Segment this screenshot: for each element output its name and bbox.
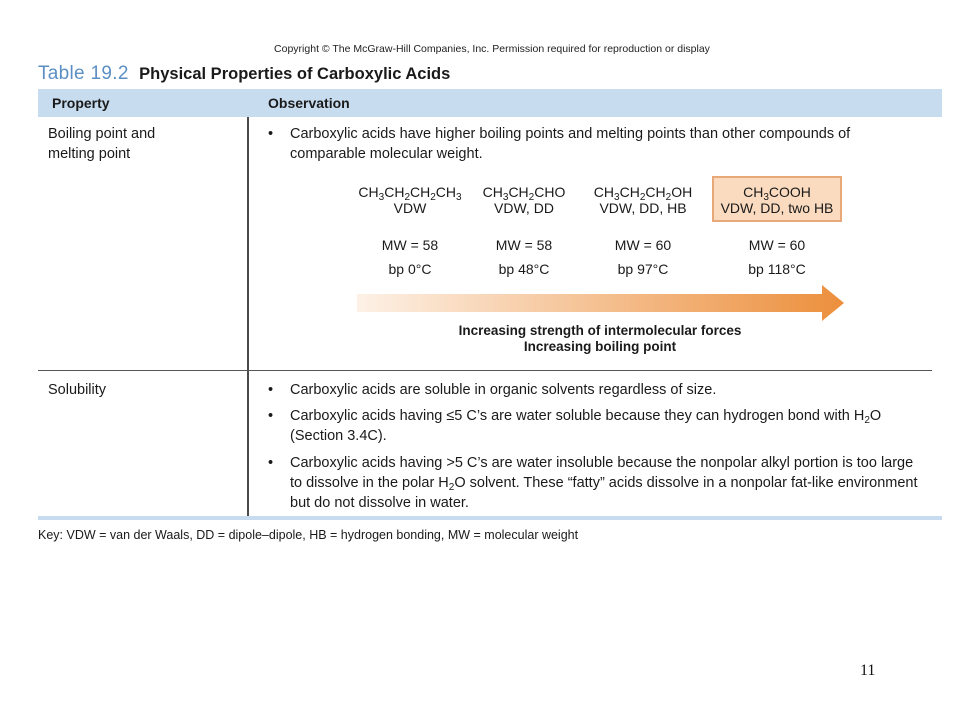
bullet-text: Carboxylic acids having ≤5 C’s are water soluble because they can hydrogen bond with $H_2O$ (Section 3.4C). bbox=[290, 408, 882, 444]
forces-label: VDW, DD, HB bbox=[599, 200, 687, 216]
mw-propanol: MW = 60 bbox=[614, 237, 672, 253]
property-boiling-point: Boiling point and melting point bbox=[48, 126, 156, 162]
table-header bbox=[38, 89, 942, 117]
mw-acetic-acid: MW = 60 bbox=[748, 237, 806, 253]
mw-butane: MW = 58 bbox=[381, 237, 439, 253]
bullet-marker: • bbox=[268, 455, 274, 471]
compound-propanal bbox=[468, 184, 580, 216]
header-property: Property bbox=[52, 95, 110, 111]
bullet-text: Carboxylic acids have higher boiling points and melting points than other compounds of comparable molecular weight. bbox=[290, 126, 851, 162]
table-title bbox=[38, 63, 450, 85]
formula: $CH_3CH_2CHO$ bbox=[482, 184, 566, 203]
compound-acetic-acid bbox=[712, 184, 842, 216]
bp-butane: bp 0°C bbox=[388, 261, 432, 277]
increasing-arrow bbox=[357, 285, 844, 321]
formula: $CH_3CH_2CH_2CH_3$ bbox=[358, 184, 462, 203]
bullet-marker: • bbox=[268, 382, 274, 398]
bp-propanol: bp 97°C bbox=[617, 261, 669, 277]
bullet-marker: • bbox=[268, 126, 274, 142]
table-key: Key: VDW = van der Waals, DD = dipole–dipole, HB = hydrogen bonding, MW = molecular weight bbox=[38, 528, 579, 542]
bp-propanal: bp 48°C bbox=[498, 261, 550, 277]
page-number: 11 bbox=[860, 662, 876, 679]
bullet-text: Carboxylic acids are soluble in organic solvents regardless of size. bbox=[290, 382, 717, 398]
header-observation: Observation bbox=[268, 95, 350, 111]
formula: $CH_3CH_2CH_2OH$ bbox=[593, 184, 693, 203]
row-divider bbox=[38, 370, 932, 371]
mw-propanal: MW = 58 bbox=[495, 237, 553, 253]
bullet-marker: • bbox=[268, 408, 274, 424]
forces-label: VDW bbox=[393, 200, 427, 216]
bullet-text: Carboxylic acids having >5 C’s are water insoluble because the nonpolar alkyl portion is too large to dissolve in the polar $H_2O$ solvent. These “fatty” acids dissolve in a nonpolar fat-like environment but do not dissolve in water. bbox=[290, 455, 918, 511]
table-bottom-band bbox=[38, 516, 942, 520]
forces-label: VDW, DD bbox=[494, 200, 554, 216]
formula: $CH_3COOH$ bbox=[743, 184, 811, 203]
compound-propanol bbox=[583, 184, 703, 216]
forces-label: VDW, DD, two HB bbox=[720, 200, 834, 216]
gradient-arrow-icon bbox=[357, 285, 844, 321]
arrow-caption: Increasing strength of intermolecular forces Increasing boiling point bbox=[458, 323, 742, 354]
column-divider-row2 bbox=[247, 371, 249, 516]
property-solubility: Solubility bbox=[48, 382, 107, 398]
copyright-notice: Copyright © The McGraw-Hill Companies, Inc. Permission required for reproduction or display bbox=[274, 43, 710, 55]
compound-butane bbox=[350, 184, 470, 216]
table-caption: Physical Properties of Carboxylic Acids bbox=[139, 65, 451, 83]
table-number: Table 19.2 bbox=[38, 63, 129, 84]
bp-acetic-acid: bp 118°C bbox=[748, 261, 806, 277]
column-divider-row1 bbox=[247, 117, 249, 370]
